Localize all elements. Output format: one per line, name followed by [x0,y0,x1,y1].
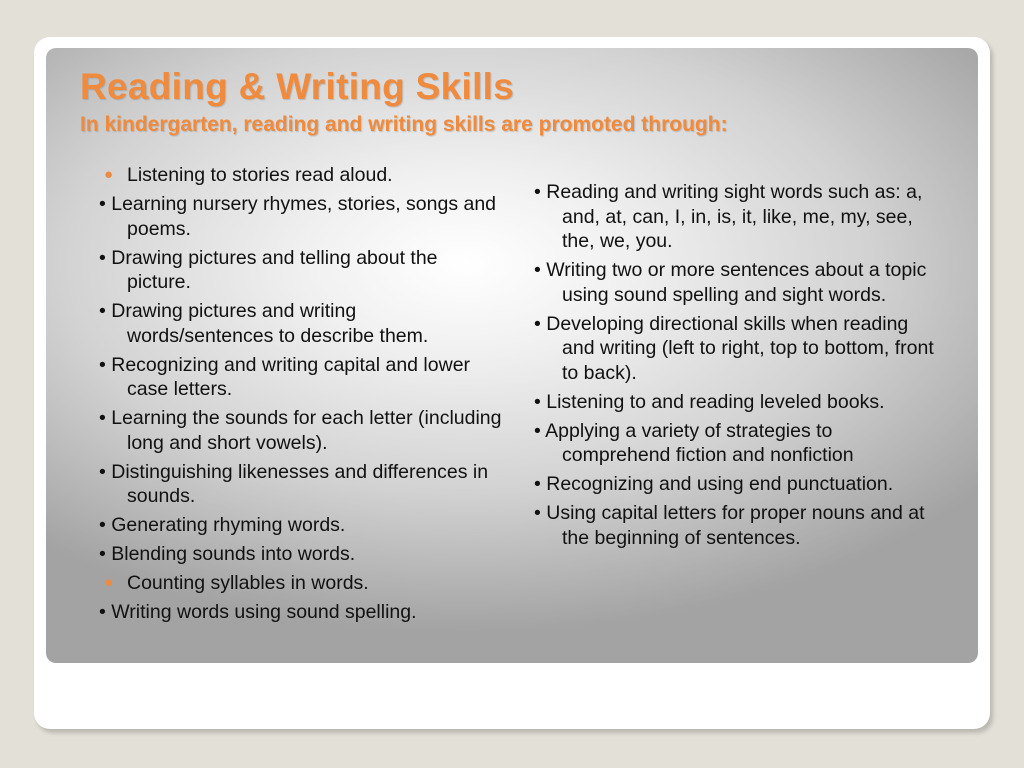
slide-subtitle: In kindergarten, reading and writing skills are promoted through: [80,113,728,136]
bullet-dot-icon: ● [104,574,114,591]
left-bullet-list [99,163,504,629]
bullet-dot-icon: ● [104,166,114,183]
list-item: • Developing directional skills when reading and writing (left to right, top to bottom, front to back). [534,312,934,384]
list-item: • Drawing pictures and writing words/sentences to describe them. [99,300,429,347]
list-item: ● Listening to stories read aloud. [104,164,393,186]
list-item: • Using capital letters for proper nouns and at the beginning of sentences. [534,502,925,549]
list-item: • Distinguishing likenesses and differences in sounds. [99,460,489,507]
list-item: ● Counting syllables in words. [104,572,369,594]
list-item: • Listening to and reading leveled books. [534,390,885,413]
list-item: • Writing words using sound spelling. [99,601,417,623]
list-item: • Blending sounds into words. [99,543,356,565]
slide-title: Reading & Writing Skills [80,66,515,107]
list-item: • Learning nursery rhymes, stories, songs and poems. [99,193,497,240]
list-item: • Drawing pictures and telling about the picture. [99,246,438,293]
list-item: • Writing two or more sentences about a topic using sound spelling and sight words. [534,259,927,306]
list-item: • Reading and writing sight words such as: a, and, at, can, I, in, is, it, like, me, my, see, the, we, you. [534,181,923,252]
list-item: • Recognizing and writing capital and lower case letters. [99,353,471,400]
list-item: • Learning the sounds for each letter (including long and short vowels). [99,407,502,454]
list-item: • Recognizing and using end punctuation. [534,473,894,495]
list-item: • Applying a variety of strategies to comprehend fiction and nonfiction [534,419,854,466]
list-item: • Generating rhyming words. [99,514,346,536]
right-bullet-list [534,180,944,555]
